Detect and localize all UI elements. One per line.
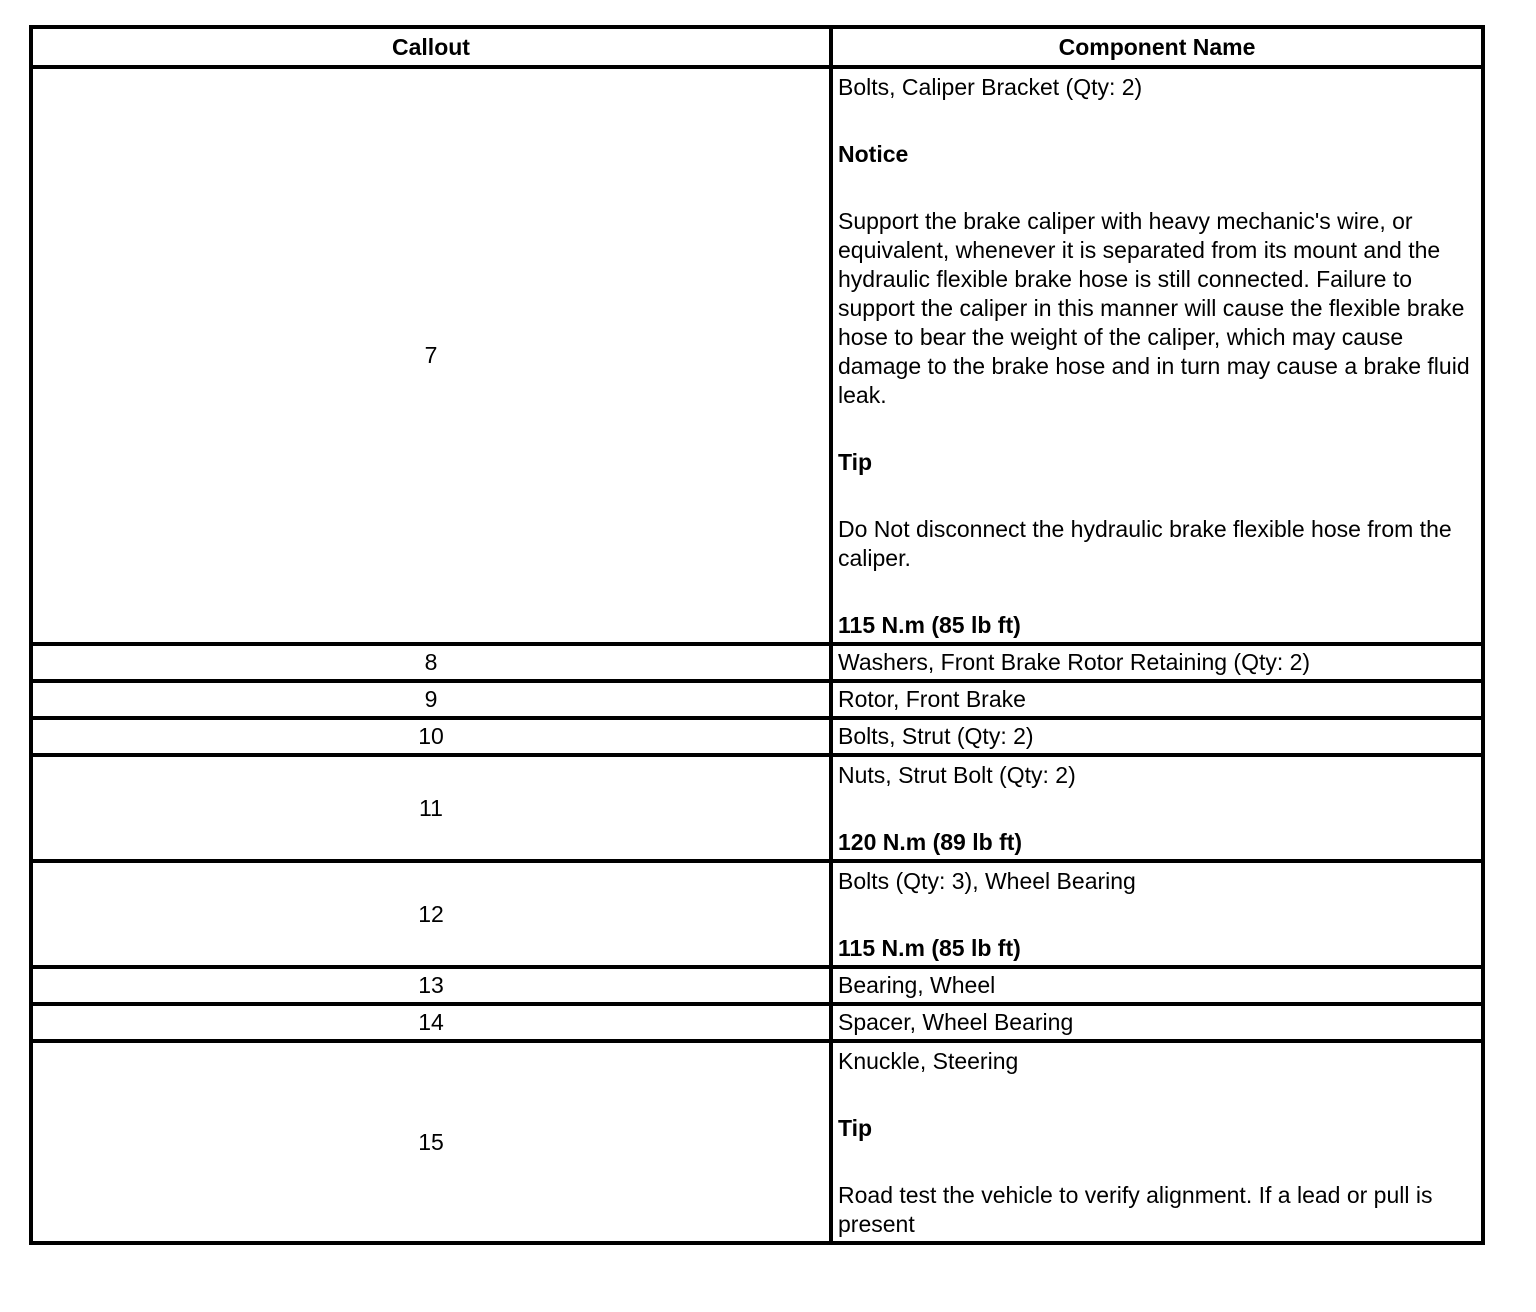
callout-number: 11 xyxy=(31,755,831,861)
component-text: Bolts, Caliper Bracket (Qty: 2) xyxy=(838,74,1143,100)
component-text: Bolts, Strut (Qty: 2) xyxy=(838,723,1034,749)
component-text: Bearing, Wheel xyxy=(838,972,996,998)
callout-number: 14 xyxy=(31,1004,831,1041)
component-note-heading: Tip xyxy=(838,1115,873,1141)
component-note-heading: 120 N.m (89 lb ft) xyxy=(838,829,1023,855)
component-text: Do Not disconnect the hydraulic brake flexible hose from the caliper. xyxy=(838,516,1452,571)
header-row xyxy=(31,27,1483,67)
callout-number: 10 xyxy=(31,718,831,755)
header-callout: Callout xyxy=(31,27,831,67)
component-cell xyxy=(831,1004,1483,1041)
callout-number: 9 xyxy=(31,681,831,718)
component-text: Road test the vehicle to verify alignment. If a lead or pull is present xyxy=(838,1182,1433,1237)
table-row xyxy=(31,67,1483,644)
component-cell xyxy=(831,967,1483,1004)
component-cell xyxy=(831,1041,1483,1243)
table-row xyxy=(31,755,1483,861)
callout-number: 15 xyxy=(31,1041,831,1243)
component-note-heading: 115 N.m (85 lb ft) xyxy=(838,935,1021,961)
component-note-heading: Tip xyxy=(838,449,873,475)
component-table xyxy=(29,25,1485,1245)
header-component-name: Component Name xyxy=(831,27,1483,67)
component-cell xyxy=(831,644,1483,681)
component-text: Nuts, Strut Bolt (Qty: 2) xyxy=(838,762,1076,788)
callout-number: 8 xyxy=(31,644,831,681)
table-row xyxy=(31,681,1483,718)
component-cell xyxy=(831,755,1483,861)
table-row xyxy=(31,1004,1483,1041)
component-text: Washers, Front Brake Rotor Retaining (Qty: 2) xyxy=(838,649,1311,675)
table-row xyxy=(31,967,1483,1004)
component-cell xyxy=(831,861,1483,967)
table-row xyxy=(31,861,1483,967)
table-row xyxy=(31,644,1483,681)
callout-number: 12 xyxy=(31,861,831,967)
component-cell xyxy=(831,67,1483,644)
table-row xyxy=(31,718,1483,755)
component-text: Knuckle, Steering xyxy=(838,1048,1019,1074)
component-cell xyxy=(831,681,1483,718)
callout-number: 13 xyxy=(31,967,831,1004)
table-body xyxy=(31,67,1483,1243)
component-text: Bolts (Qty: 3), Wheel Bearing xyxy=(838,868,1136,894)
table-row xyxy=(31,1041,1483,1243)
component-text: Rotor, Front Brake xyxy=(838,686,1026,712)
component-cell xyxy=(831,718,1483,755)
callout-number: 7 xyxy=(31,67,831,644)
component-text: Support the brake caliper with heavy mechanic's wire, or equivalent, whenever it is separated from its mount and the hydraulic flexible brake hose is still connected. Failure to support the caliper in this manner will cause the flexible brake hose to bear the weight of the caliper, which may cause damage to the brake hose and in turn may cause a brake fluid leak. xyxy=(838,208,1470,408)
component-text: Spacer, Wheel Bearing xyxy=(838,1009,1074,1035)
component-note-heading: 115 N.m (85 lb ft) xyxy=(838,612,1021,638)
component-note-heading: Notice xyxy=(838,141,909,167)
